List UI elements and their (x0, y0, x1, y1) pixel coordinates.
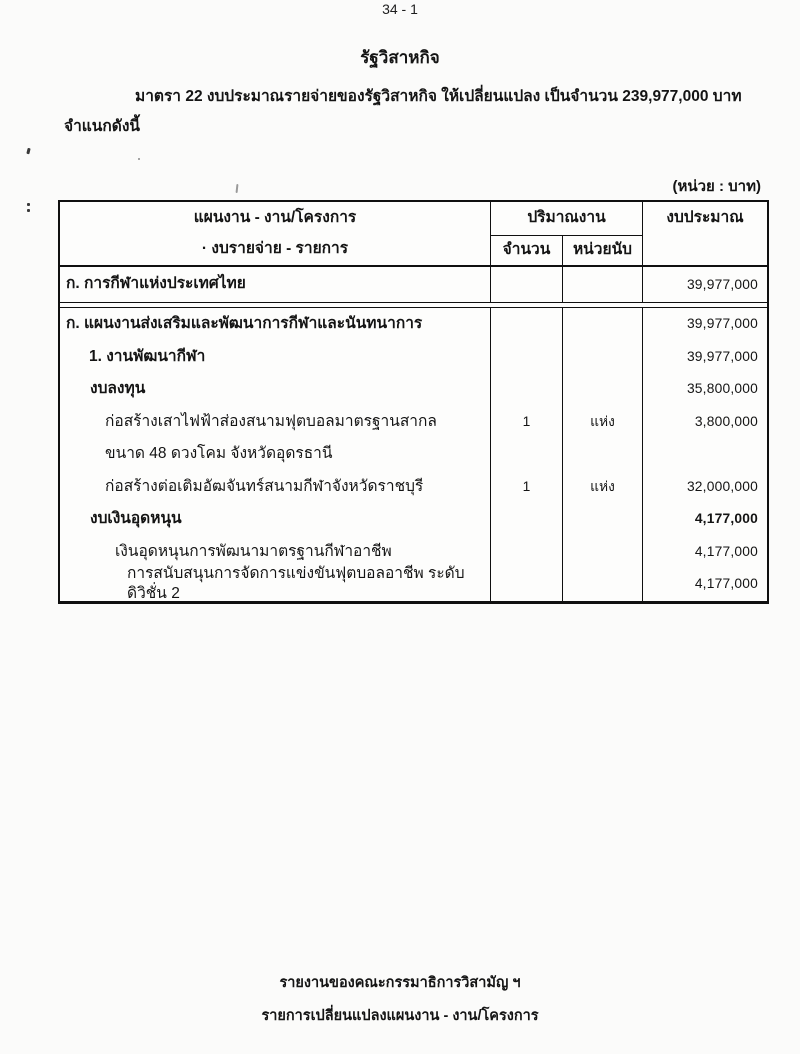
column-header-budget: งบประมาณ (643, 202, 767, 267)
row-qty (491, 373, 563, 406)
row-label: งบลงทุน (60, 373, 491, 406)
row-label: ก. แผนงานส่งเสริมและพัฒนาการกีฬาและนันทนาการ (60, 308, 491, 341)
row-unit (563, 503, 643, 536)
row-qty: 1 (491, 471, 563, 504)
row-budget: 39,977,000 (686, 316, 758, 332)
column-header-count: จำนวน (491, 236, 563, 267)
row-qty (491, 536, 563, 569)
currency-unit-note: (หน่วย : บาท) (672, 178, 761, 195)
row-label: เงินอุดหนุนการพัฒนามาตรฐานกีฬาอาชีพ (60, 536, 491, 569)
row-budget: 39,977,000 (686, 348, 758, 364)
row-unit (563, 308, 643, 341)
scan-artifact (138, 158, 140, 160)
agency-row-unit (563, 267, 643, 302)
column-header-plan (60, 202, 491, 267)
footer-change-list-line: รายการเปลี่ยนแปลงแผนงาน - งาน/โครงการ (261, 1008, 539, 1024)
row-label: ขนาด 48 ดวงโคม จังหวัดอุดรธานี (60, 438, 491, 471)
row-budget (643, 438, 767, 471)
row-budget: 3,800,000 (694, 413, 758, 429)
scan-artifact (236, 184, 238, 193)
row-budget: 32,000,000 (686, 478, 758, 494)
column-header-count-unit: หน่วยนับ (563, 236, 643, 267)
row-budget: 4,177,000 (694, 576, 758, 592)
row-qty: 1 (491, 406, 563, 439)
row-budget: 4,177,000 (694, 543, 758, 559)
row-qty (491, 308, 563, 341)
document-title: รัฐวิสาหกิจ (360, 48, 440, 67)
row-budget: 35,800,000 (686, 381, 758, 397)
row-label: ก่อสร้างเสาไฟฟ้าส่องสนามฟุตบอลมาตรฐานสากล (60, 406, 491, 439)
row-label: ก่อสร้างต่อเติมอัฒจันทร์สนามกีฬาจังหวัดราชบุรี (60, 471, 491, 504)
column-header-plan-line2: · งบรายจ่าย - รายการ (201, 239, 349, 257)
intro-paragraph-line1: มาตรา 22 งบประมาณรายจ่ายของรัฐวิสาหกิจ ให้เปลี่ยนแปลง เป็นจำนวน 239,977,000 บาท (135, 88, 742, 105)
column-header-quantity-group: ปริมาณงาน (491, 202, 643, 236)
row-qty (491, 341, 563, 374)
agency-row-budget: 39,977,000 (686, 276, 758, 292)
row-budget: 4,177,000 (694, 511, 758, 527)
footer-report-line: รายงานของคณะกรรมาธิการวิสามัญ ฯ (279, 975, 521, 991)
row-label: 1. งานพัฒนากีฬา (60, 341, 491, 374)
row-unit (563, 438, 643, 471)
row-label: การสนับสนุนการจัดการแข่งขันฟุตบอลอาชีพ ระดับดิวิชั่น 2 (60, 568, 491, 601)
row-unit (563, 373, 643, 406)
row-unit (563, 536, 643, 569)
budget-table (58, 200, 769, 604)
row-qty (491, 438, 563, 471)
row-unit (563, 341, 643, 374)
agency-row-label: ก. การกีฬาแห่งประเทศไทย (60, 267, 491, 302)
row-unit (563, 568, 643, 601)
row-unit: แห่ง (563, 471, 643, 504)
intro-paragraph-line2: จำแนกดังนี้ (64, 118, 140, 135)
column-header-plan-line1: แผนงาน - งาน/โครงการ (193, 209, 357, 227)
page-number: 34 - 1 (382, 1, 418, 17)
row-qty (491, 503, 563, 536)
scan-artifact (27, 203, 30, 206)
row-qty (491, 568, 563, 601)
row-label: งบเงินอุดหนุน (60, 503, 491, 536)
scan-artifact (26, 148, 30, 154)
row-unit: แห่ง (563, 406, 643, 439)
agency-row-qty (491, 267, 563, 302)
